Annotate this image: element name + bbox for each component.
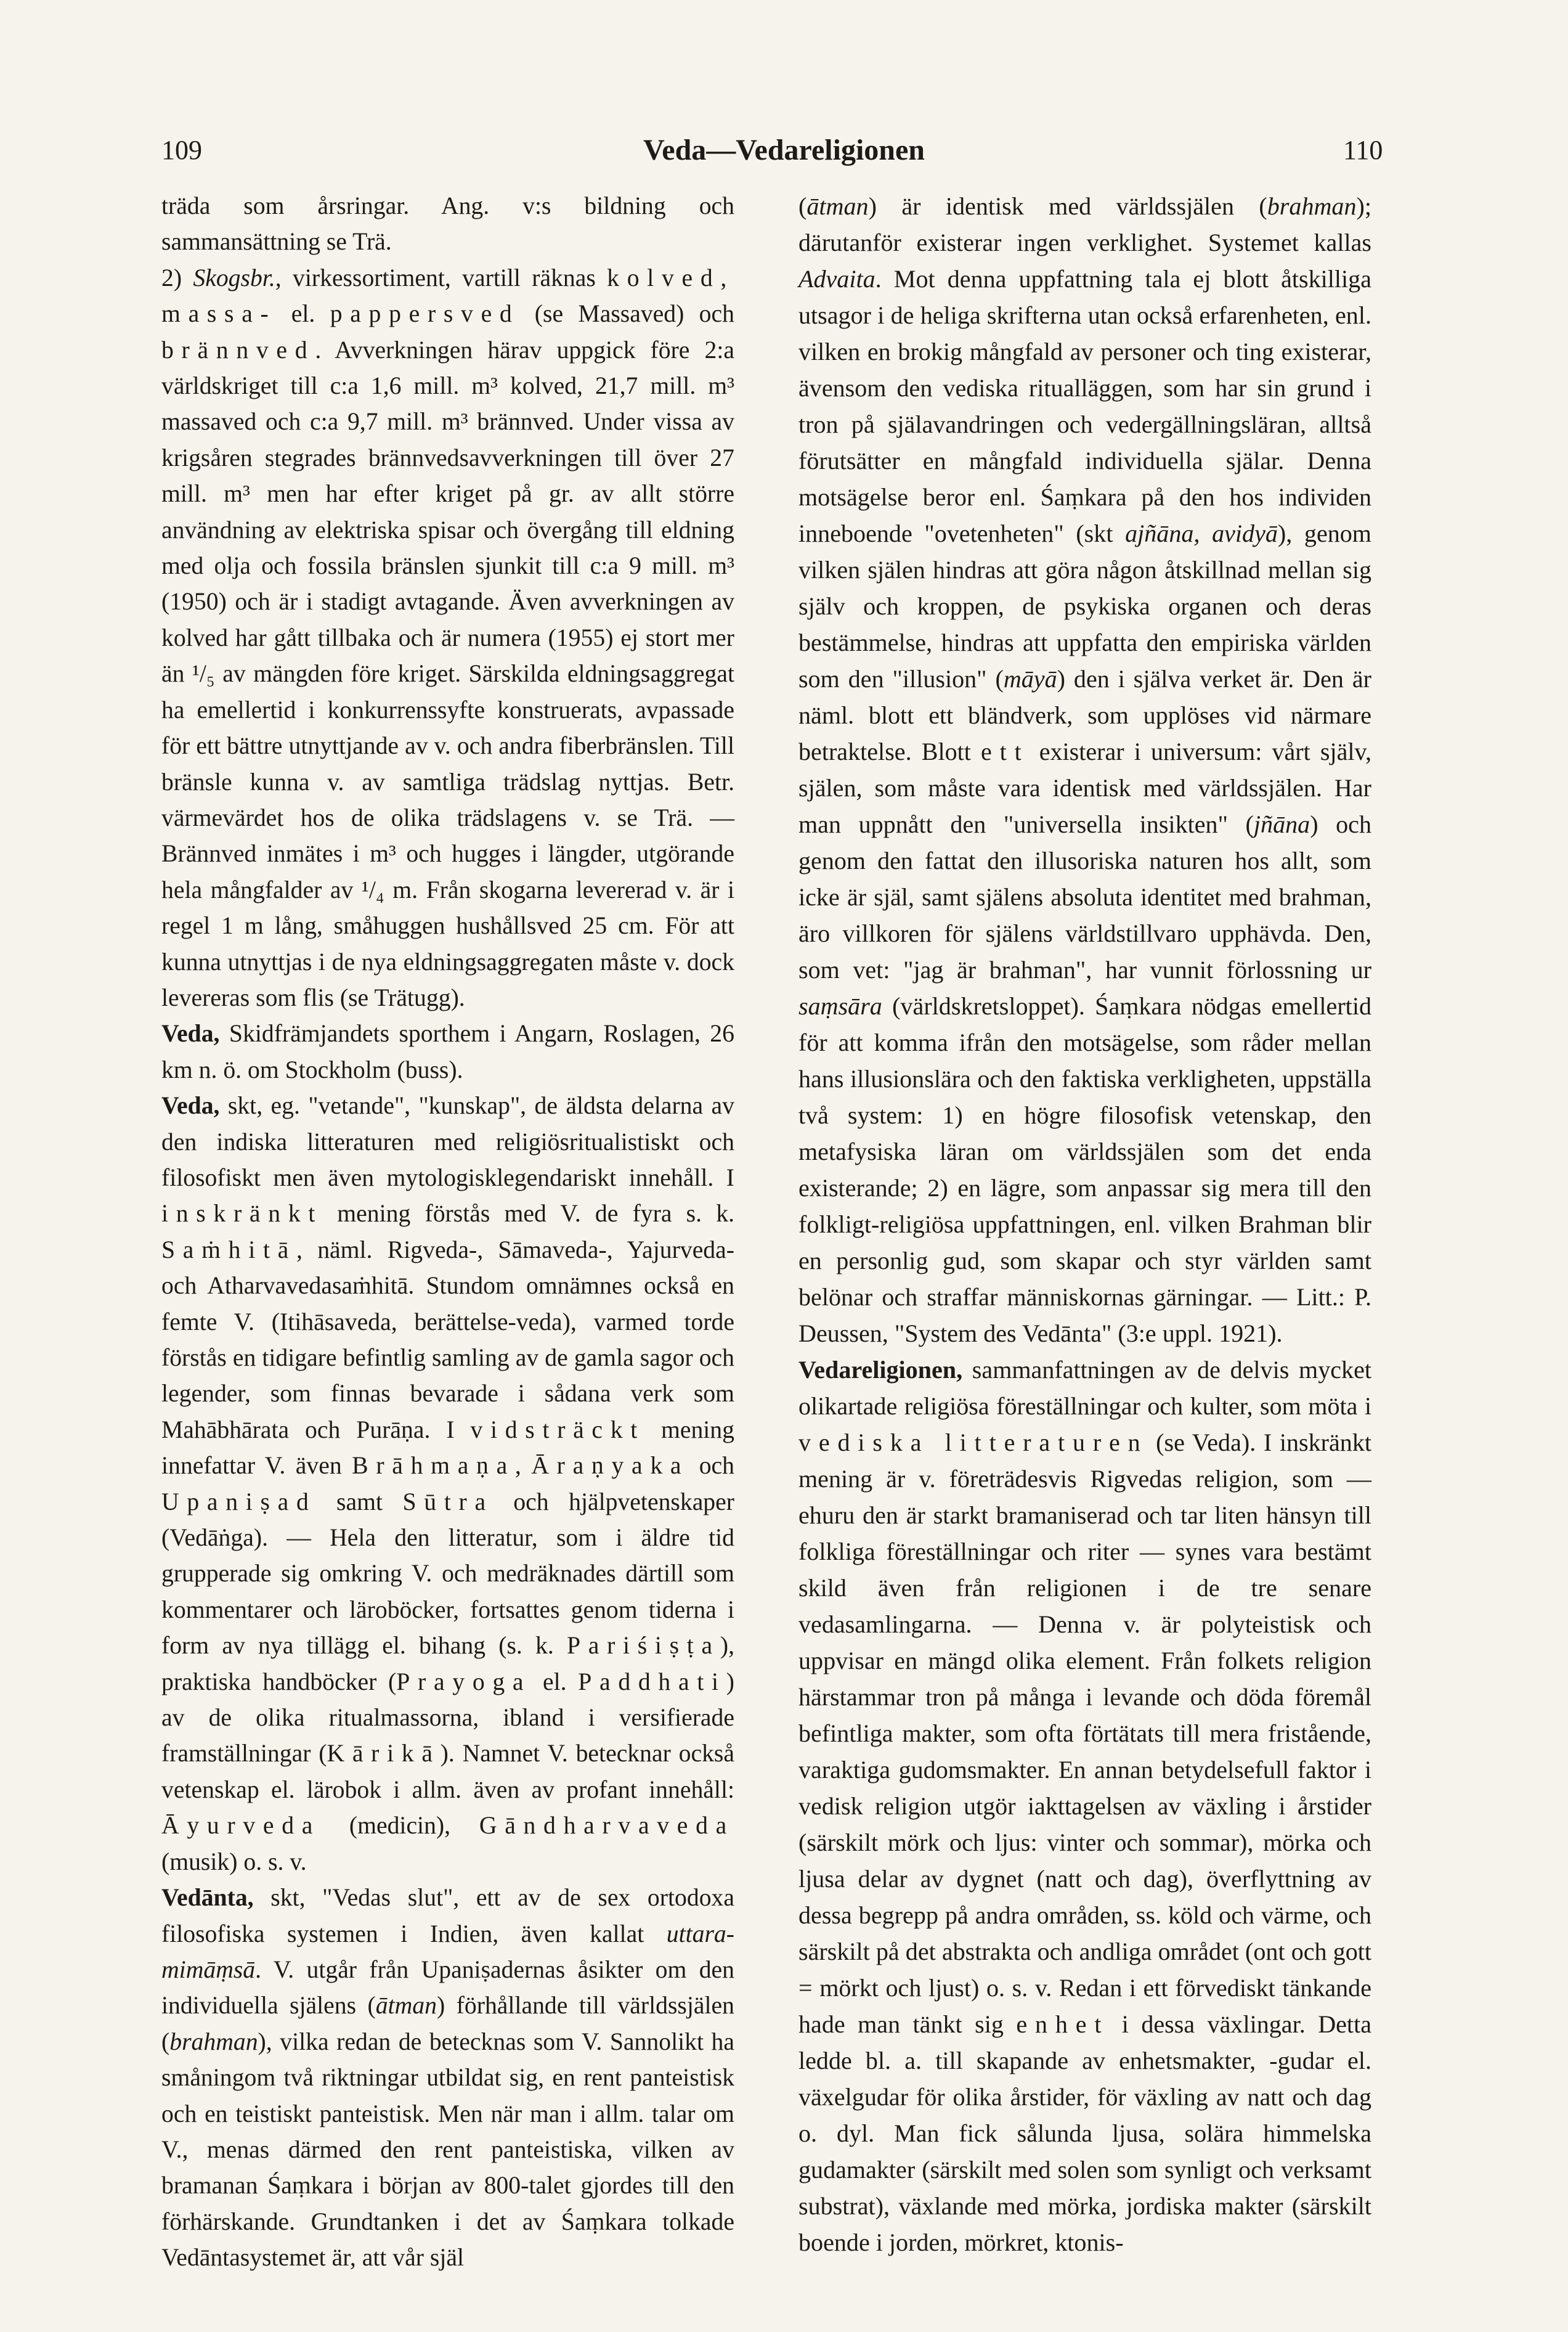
running-head: Veda—Vedareligionen (643, 134, 925, 166)
headword: Veda, (161, 1092, 220, 1120)
page-number-left: 109 (161, 135, 202, 165)
entry-ved-sense-2: 2) Skogsbr., virkessortiment, vartill räknas kolved, massa- el. pappersved (se Massaved) och brännved. Avverkningen härav uppgick före 2:a världskriget till c:a 1,6 mill. m³ kolved, 21,7 mill. m³ massaved och c:a 9,7 mill. m³ brännved. Under vissa av krigsåren stegrades brännvedsavverkningen till över 27 mill. m³ men har efter kriget på gr. av allt större användning av elektriska spisar och övergång till eldning med olja och fossila bränslen sjunkit till c:a 9 mill. m³ (1950) och är i stadigt avtagande. Även avverkningen av kolved har gått tillbaka och är numera (1955) ej stort mer än ¹/₅ av mängden före kriget. Särskilda eldningsaggregat ha emellertid i konkurrenssyfte konstruerats, avpassade för ett bättre utnyttjande av v. och andra fiberbränslen. Till bränsle kunna v. av samtliga trädslag nyttjas. Betr. värmevärdet hos de olika trädslagens v. se Trä. — Brännved inmätes i m³ och hugges i längder, utgörande hela mångfalder av ¹/₄ m. Från skogarna levererad v. är i regel 1 m lång, småhuggen hushållsved 25 cm. För att kunna utnyttjas i de nya eldningsaggregaten måste v. dock levereras som flis (se Trätugg). (161, 264, 735, 1011)
entry-veda-sporthem: Veda, Skidfrämjandets sporthem i Angarn, Roslagen, 26 km n. ö. om Stockholm (buss). (161, 1020, 734, 1083)
entry-vedareligionen: Vedareligionen, sammanfattningen av de delvis mycket olikartade religiösa föreställningar och kulter, som möta i vediska litteraturen (se Veda). I inskränkt mening är v. företrädesvis Rigvedas religion, som — ehuru den är starkt bramaniserad och tar liten hänsyn till folkliga föreställningar och riter — synes vara bestämt skild även från religionen i de tre senare vedasamlingarna. — Denna v. är polyteistisk och uppvisar en mängd olika element. Från folkets religion härstammar tron på många i levande och döda föremål befintliga makter, som ofta förtätats till mera fristående, varaktiga gudomsmakter. En annan betydelsefull faktor i vedisk religion utgör iakttagelsen av växling i årstider (särskilt mörk och ljus: vinter och sommar), mörka och ljusa delar av dygnet (natt och dag), överflyttning av dessa begrepp på andra områden, ss. köld och värme, och särskilt på det abstrakta och andliga området (ont och gott = mörkt och ljust) o. s. v. Redan i ett förvediskt tänkande hade man tänkt sig enhet i dessa växlingar. Detta ledde bl. a. till skapande av enhetsmakter, -gudar el. växelgudar för olika årstider, för växling av natt och dag o. dyl. Man fick sålunda ljusa, solära himmelska gudamakter (särskilt med solen som synligt och verksamt substrat), växlande med mörka, jordiska makter (särskilt boende i jorden, mörkret, ktonis- (798, 1356, 1371, 2256)
entry-veda-skt: Veda, skt, eg. "vetande", "kunskap", de äldsta delarna av den indiska litteraturen med religiösritualistiskt och filosofiskt men även mytologisklegendariskt innehåll. I inskränkt mening förstås med V. de fyra s. k. Saṁhitā, näml. Rigveda-, Sāmaveda-, Yajurveda- och Atharvavedasaṁhitā. Stundom omnämnes också en femte V. (Itihāsaveda, berättelse-veda), varmed torde förstås en tidigare befintlig samling av de gamla sagor och legender, som finnas bevarade i sådana verk som Mahābhārata och Purāṇa. I vidsträckt mening innefattar V. även Brāhmaṇa, Āraṇyaka och Upaniṣad samt Sūtra och hjälpvetenskaper (Vedāṅga). — Hela den litteratur, som i äldre tid grupperade sig omkring V. och medräknades därtill som kommentarer och läroböcker, fortsattes genom tiderna i form av nya tillägg el. bihang (s. k. Pariśiṣṭa), praktiska handböcker (Prayoga el. Paddhati) av de olika ritualmassorna, ibland i versifierade framställningar (Kārikā). Namnet V. betecknar också vetenskap el. lärobok i allm. även av profant innehåll: Āyurveda (medicin), Gāndharvaveda (musik) o. s. v. (161, 1092, 734, 1875)
entry-vedanta-continued: (ātman) är identisk med världssjälen (brahman); därutanför existerar ingen verklighet. Systemet kallas Advaita. Mot denna uppfattning tala ej blott åtskilliga utsagor i de heliga skrifterna utan också erfarenheten, enl. vilken en brokig mångfald av personer och ting existerar, ävensom den vediska ritualläggen, som har sin grund i tron på själavandringen och vedergällningsläran, alltså förutsätter en mångfald individuella själar. Denna motsägelse beror enl. Śaṃkara på den hos individen inneboende "ovetenheten" (skt ajñāna, avidyā), genom vilken själen hindras att göra någon åtskillnad mellan sig själv och kroppen, de psykiska organen och deras bestämmelse, hindras att uppfatta den empiriska världen som den "illusion" (māyā) den i själva verket är. Den är näml. blott ett bländverk, som upplöses vid närmare betraktelse. Blott ett existerar i universum: vårt själv, själen, som måste vara identisk med världssjälen. Har man uppnått den "universella insikten" (jñāna) och genom den fattat den illusoriska naturen hos allt, som icke är själ, samt själens absoluta identitet med brahman, äro villkoren för själens världstillvaro upphävda. Den, som vet: "jag är brahman", har vunnit förlossning ur saṃsāra (världskretsloppet). Śaṃkara nödgas emellertid för att komma ifrån den motsägelse, som råder mellan hans illusionslära och den faktiska verkligheten, uppställa två system: 1) en högre filosofisk vetenskap, den metafysiska läran om världssjälen som det enda existerande; 2) en lägre, som anpassar sig mera till den folkligt-religiösa uppfattningen, enl. vilken Brahman blir en personlig gud, som skapar och styr världen samt belönar och straffar människornas gärningar. — Litt.: P. Deussen, "System des Vedānta" (3:e uppl. 1921). (798, 192, 1371, 1347)
entry-continuation-tra: träda som årsringar. Ang. v:s bildning och sammansättning se Trä. (161, 192, 734, 256)
headword: Veda, (161, 1020, 220, 1048)
headword: Vedareligionen, (798, 1356, 963, 1384)
headword: Vedānta, (161, 1884, 254, 1912)
entry-vedanta: Vedānta, skt, "Vedas slut", ett av de sex ortodoxa filosofiska systemen i Indien, även kallat uttara-mimāṃsā. V. utgår från Upaniṣadernas åsikter om den individuella själens (ātman) förhållande till världssjälen (brahman), vilka redan de betecknas som V. Sannolikt ha småningom två riktningar utbildat sig, en rent panteistisk och en teistiskt panteistisk. Men när man i allm. talar om V., menas därmed den rent panteistiska, vilken av bramanan Śaṃkara i början av 800-talet gjordes till den förhärskande. Grundtanken i det av Śaṃkara tolkade Vedāntasystemet är, att vår själ (161, 1884, 734, 2272)
right-column (798, 188, 1371, 2261)
page-number-right: 110 (1343, 135, 1383, 165)
left-column (161, 188, 734, 2276)
